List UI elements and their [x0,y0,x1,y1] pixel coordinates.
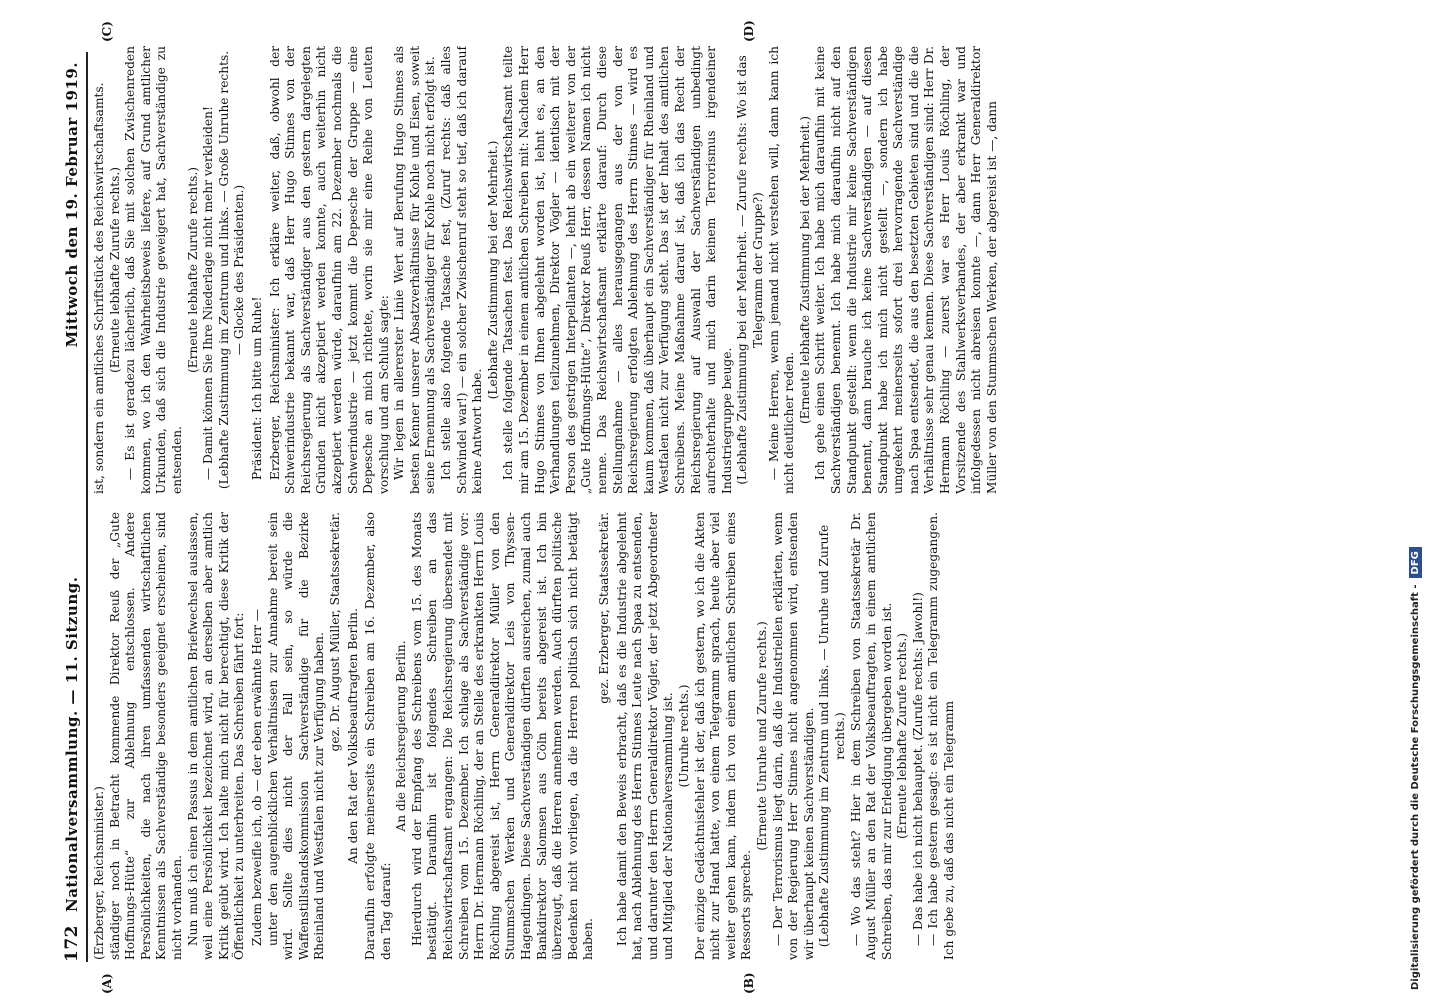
signature: gez. Erzberger, Staatssekretär. [597,512,611,704]
paragraph: ist, sondern ein amtliches Schriftstück des Reichswirtschaftsamts. [92,82,106,494]
speaker-paragraph: Erzberger, Reichsminister: Ich erkläre weiter, daß, obwohl der Schwerindustrie bekannt war, daß Herr Hugo Stinnes von der Reichsregierung als Sachverständiger aus den gestern dargelegten Gründen nicht akzeptiert werden konnte, auch weiterhin nicht akzeptiert werden würde, daraufhin am 22. Dezember nochmals die Schwerindustrie — jetzt kommt die Depesche der Gruppe — eine Depesche an mich richtete, worin sie mir eine Reihe von Leuten vorschlug und am Schluß sagte: [267,46,391,494]
paragraph: Ich stelle folgende Tatsachen fest. Das Reichswirtschaftsamt teilte mir am 15. Dezember in einem amtlichen Schreiben mit: Nachdem Herr Hugo Stinnes von Ihnen abgelehnt worden ist, lehnt es, an den Verhandlungen teilzunehmen, Direktor Vögler — identisch mit der Person des gestrigen Interpellanten —, lehnt ab ein weiterer von der „Gute Hoffnungs-Hütte“, Direktor Reuß Herr, dessen Namen ich nicht nenne. Das Reichswirtschaftsamt erklärte darauf: Durch diese Stellungnahme — alles herausgegangen aus der von der Reichsregierung erfolgten Ablehnung des Herrn Stinnes — wird es kaum kommen, daß überhaupt ein Sachverständiger für Rheinland und Westfalen nicht zur Verfügung steht. Das ist der Inhalt des amtlichen Schreibens. Meine Maßnahme darauf ist, daß ich das Recht der Reichsregierung auf Auswahl der Sachverständigen unbedingt aufrechterhalte und mich darin keinem Terrorismus irgendeiner Industriegruppe beuge. [501,46,734,494]
paragraph: — Meine Herren, wenn jemand nicht verstehen will, dann kann ich nicht deutlicher reden. [766,46,797,494]
interjection: (Erneute lebhafte Zurufe rechts.) [185,167,200,373]
text-column-left [92,512,1382,960]
interjection: (Lebhafte Zustimmung im Zentrum und links. — Große Unruhe rechts. — Glocke des Präsidenten.) [216,50,247,490]
paragraph: — Wo das steht? Hier in dem Schreiben von Staatssekretär Dr. August Müller an den Rat der Volksbeauftragten, in einem amtlichen Schreiben, das mir zur Erledigung übergeben worden ist. [848,512,894,960]
margin-mark-a: (A) [100,973,114,994]
paragraph: — Das habe ich nicht behauptet. (Zurufe rechts: Jawohl!) [910,592,925,946]
margin-mark-c: (C) [100,21,114,42]
quote-line: Zudem bezweifle ich, ob — der eben erwähnte Herr — [249,609,264,946]
margin-mark-b: (B) [742,972,756,994]
credit-sidebar [1404,10,1426,990]
quote-paragraph: Wir legen in allererster Linie Wert auf Berufung Hugo Stinnes als besten Kenner unserer Absatzverhältnisse für Kohle und Eisen, soweit seine Ernennung als Sachverständiger für Kohle noch nicht erfolgt ist. [392,46,438,494]
address-block: An den Rat der Volksbeauftragten Berlin. [345,608,360,864]
page-header [62,62,86,962]
paragraph: — Der Terrorismus liegt darin, daß die Industriellen erklärten, wenn von der Regierung Herr Stinnes nicht angenommen wird, entsenden wir überhaupt keinen Sachverständigen. [770,512,816,960]
paragraph: Nun muß ich einen Passus in dem amtlichen Briefwechsel auslassen, weil eine Persönlichkeit bezeichnet wird, an derselben aber amtlich Kritik geübt wird. Ich halte mich nicht für berechtigt, diese Kritik der Öffentlichkeit zu unterbreiten. Das Schreiben fährt fort: [185,512,247,960]
paragraph: — Es ist geradezu lächerlich, daß Sie mit solchen Zwischenreden kommen, wo ich den Wahrheitsbeweis liefere, auf Grund amtlicher Urkunden, daß sich die Industrie geweigert hat, Sachverständige zu entsenden. [123,46,184,494]
interjection: (Erneute lebhafte Zurufe rechts.) [895,633,910,839]
interjection: (Erneute lebhafte Zustimmung bei der Mehrheit.) [797,115,812,425]
paragraph: — Ich habe gestern gesagt: es ist nicht ein Telegramm zugegangen. Ich gebe zu, daß das nicht ein Telegramm [926,512,957,960]
session-date: Mittwoch den 19. Februar 1919. [63,62,81,348]
interjection: (Lebhafte Zustimmung im Zentrum und links. — Unruhe und Zurufe rechts.) [817,524,847,948]
text-column-right [92,46,1382,494]
interjection: (Unruhe rechts.) [676,684,691,788]
paragraph: ständiger noch in Betracht kommende Direktor Reuß der „Gute Hoffnungs-Hütte“ zur Ablehnung entschlossen. Andere Persönlichkeiten, die nach ihren umfassenden wirtschaftlichen Kenntnissen als Sachverständige besonders geeignet erscheinen, sind nicht vorhanden. [107,512,184,960]
speaker-line: (Erzberger, Reichsminister.) [92,786,106,960]
page-number: 172 [62,925,82,962]
interjection: (Lebhafte Zustimmung bei der Mehrheit. — Zurufe rechts: Wo ist das Telegramm der Gruppe?) [735,55,765,485]
paragraph: Ich stelle also folgende Tatsache fest, (Zuruf rechts: daß alles Schwindel war!) — ein solcher Zwischenruf steht so tief, daß ich darauf keine Antwort habe. [439,46,485,494]
signature: gez. Dr. August Müller, Staatssekretär. [327,512,342,752]
quote-paragraph: unter den augenblicklichen Verhältnissen zur Annahme bereit sein wird. Sollte dies nicht der Fall sein, so würde die Waffenstillstandskommission Sachverständige für die Bezirke Rheinland und Westfalen nicht zur Verfügung haben. [265,512,327,960]
paragraph: Ich habe damit den Beweis erbracht, daß es die Industrie abgelehnt hat, nach Ablehnung des Herrn Stinnes Leute nach Spaa zu entsenden, und darunter den Herrn Generaldirektor Vögler, der jetzt Abgeordneter und Mitglied der Nationalversammlung ist. [614,512,676,960]
interjection: (Erneute Unruhe und Zurufe rechts.) [754,621,769,851]
dfg-logo: DFG [1409,547,1422,578]
credit-text: Digitalisierung gefördert durch die Deutsche Forschungsgemeinschaft - [1409,584,1421,990]
president-line: Präsident: Ich bitte um Ruhe! [249,296,264,480]
interjection: (Lebhafte Zustimmung bei der Mehrheit.) [485,140,500,400]
address-block: An die Reichsregierung Berlin. [394,640,409,832]
paragraph: — Damit können Sie Ihre Niederlage nicht mehr verkleiden! [201,106,216,480]
session-title: Nationalversammlung. — 11. Sitzung. [63,576,81,912]
paragraph: Daraufhin erfolgte meinerseits ein Schreiben am 16. Dezember, also den Tag darauf: [363,512,393,960]
margin-mark-d: (D) [742,20,756,42]
paragraph: Ich gehe einen Schritt weiter. Ich habe mich daraufhin mit keine Sachverständigen benennt. Ich habe mich daraufhin nicht auf den Standpunkt gestellt: wenn die Industrie mir keine Sachverständigen benennt, dann brauche ich keine Sachverständigen — auf diesen Standpunkt habe ich mich nicht gestellt —, sondern ich habe umgekehrt meinerseits sofort drei hervorragende Sachverständige nach Spaa entsendet, die aus den besetzten Gebieten sind und die die Verhältnisse sehr genau kennen. Diese Sachverständigen sind: Herr Dr. Hermann Röchling — zuerst war es Herr Louis Röchling, der Vorsitzende des Stahlwerksverbandes, der aber erkrankt war und infolgedessen nicht abreisen konnte —, dann Herr Generaldirektor Müller von den Stummschen Werken, der abgereist ist —, dann [813,46,999,494]
interjection: (Erneute lebhafte Zurufe rechts.) [107,167,122,373]
quote-paragraph: Hierdurch wird der Empfang des Schreibens vom 15. des Monats bestätigt. Daraufhin ist folgendes Schreiben an das Reichswirtschaftsamt ergangen: Die Reichsregierung übersendet mit Schreiben vom 15. Dezember. Ich schlage als Sachverständige vor: Herrn Dr. Hermann Röchling, der an Stelle des erkrankten Herrn Louis Röchling abgereist ist, Herrn Generaldirektor Müller von den Stummschen Werken und Generaldirektor Leis von Thyssen-Hagendingen. Diese Sachverständigen dürften ausreichen, zumal auch Bankdirektor Salomsen aus Cöln bereits abgereist ist. Ich bin überzeugt, daß die Herren annehmen werden. Auch dürften politische Bedenken nicht vorliegen, da die Herren politisch sich nicht betätigt haben. [409,512,596,960]
paragraph: Der einzige Gedächtnisfehler ist der, daß ich gestern, wo ich die Akten nicht zur Hand hatte, von einem Telegramm sprach, heute aber viel weiter gehen kann, indem ich von einem amtlichen Schreiben eines Ressorts spreche. [692,512,754,960]
header-rule [86,52,88,962]
